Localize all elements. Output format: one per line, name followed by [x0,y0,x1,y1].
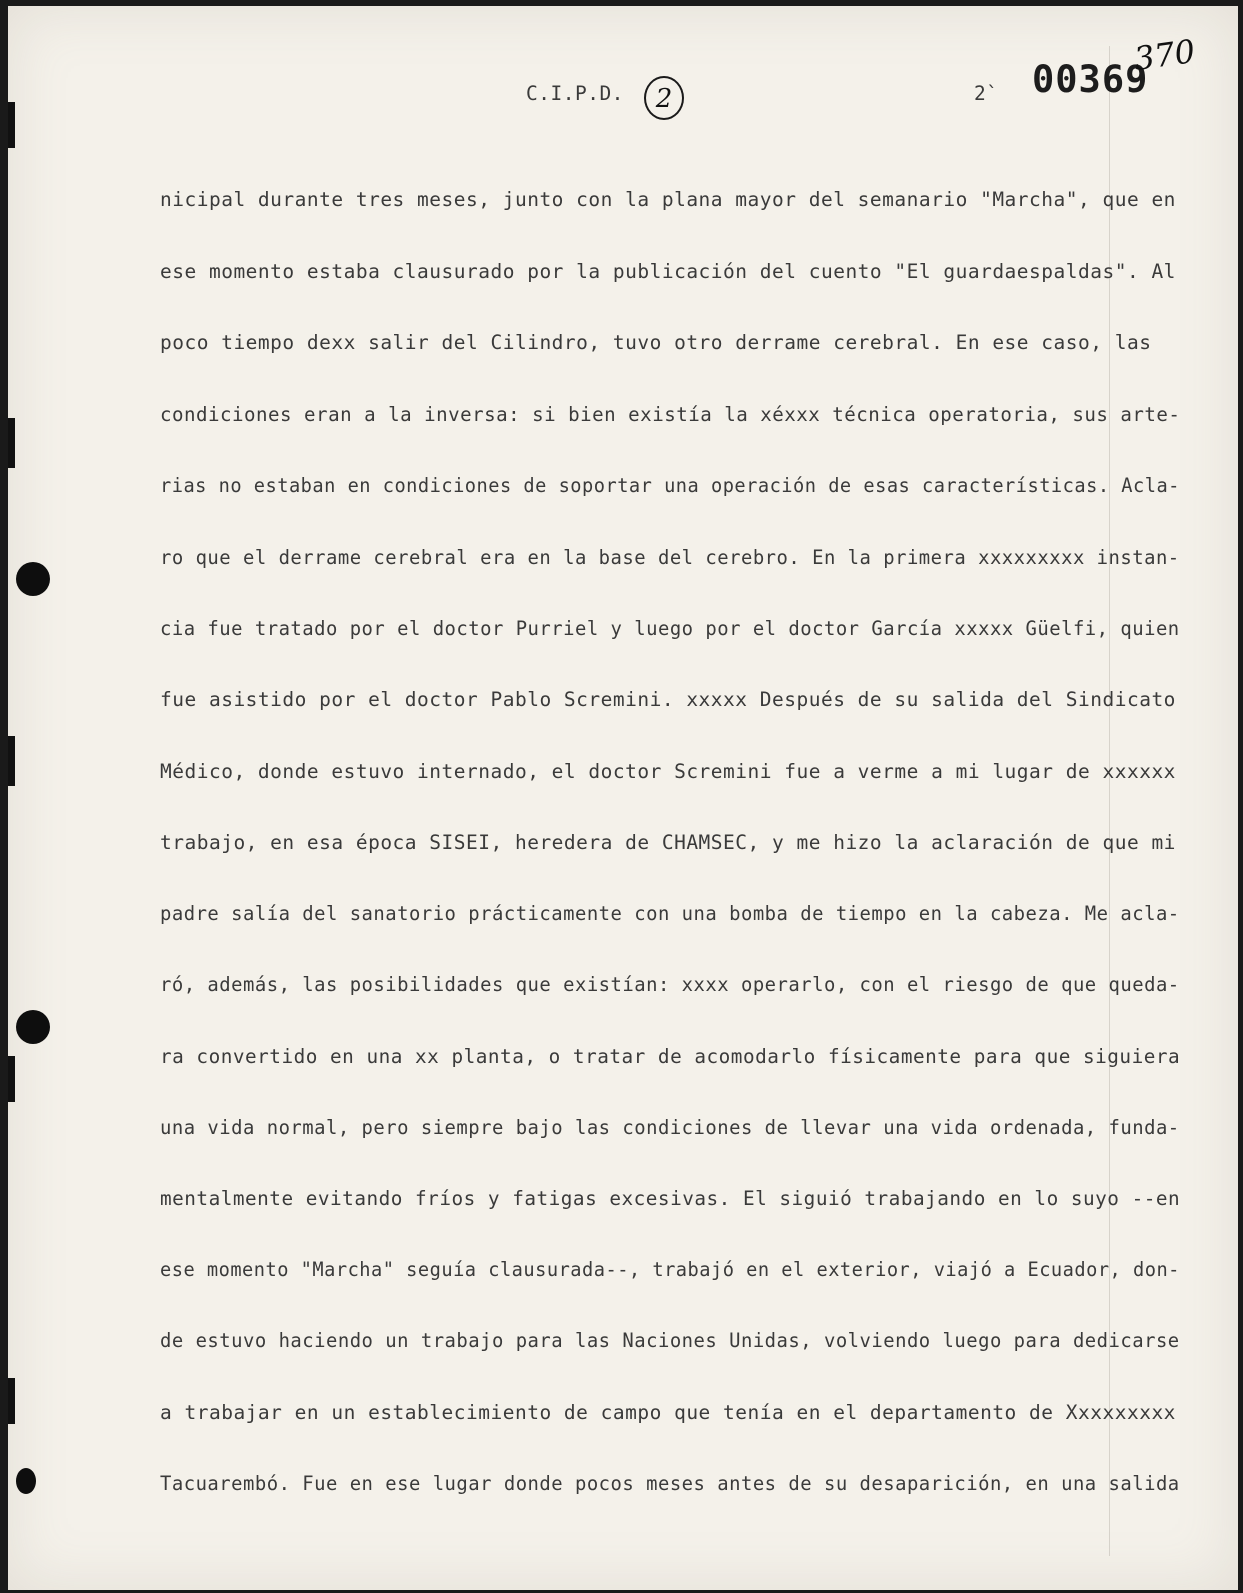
text-line: trabajo, en esa época SISEI, heredera de CHAMSEC, y me hizo la aclaración de que mi [160,831,1176,854]
text-line: nicipal durante tres meses, junto con la plana mayor del semanario "Marcha", que en [160,188,1176,211]
binding-bar [8,418,15,468]
text-line: fue asistido por el doctor Pablo Scremini. xxxxx Después de su salida del Sindicato [160,688,1176,711]
org-header: C.I.P.D. [526,82,624,105]
text-line: Médico, donde estuvo internado, el doctor Scremini fue a verme a mi lugar de xxxxxx [160,760,1176,783]
document-number: 00369 [1032,58,1149,101]
text-line: ese momento "Marcha" seguía clausurada--, trabajó en el exterior, viajó a Ecuador, don- [160,1258,1180,1281]
text-line: poco tiempo dexx salir del Cilindro, tuvo otro derrame cerebral. En ese caso, las [160,331,1152,354]
text-line: ró, además, las posibilidades que existían: xxxx operarlo, con el riesgo de que queda- [160,973,1180,996]
punch-hole [16,562,50,596]
text-line: ese momento estaba clausurado por la publicación del cuento "El guardaespaldas". Al [160,260,1176,283]
document-page [8,6,1238,1590]
text-line: ro que el derrame cerebral era en la base del cerebro. En la primera xxxxxxxxx instan- [160,546,1180,569]
text-line: a trabajar en un establecimiento de campo que tenía en el departamento de Xxxxxxxxx [160,1401,1176,1424]
binding-bar [8,1056,15,1102]
page-number: 2` [974,82,999,105]
punch-hole [16,1468,36,1494]
punch-hole [16,1010,50,1044]
text-line: condiciones eran a la inversa: si bien existía la xéxxx técnica operatoria, sus arte- [160,403,1181,426]
circled-number: 2 [644,76,684,120]
text-line: cia fue tratado por el doctor Purriel y luego por el doctor García xxxxx Güelfi, quien [160,617,1180,640]
binding-bar [8,736,15,786]
text-line: mentalmente evitando fríos y fatigas excesivas. El siguió trabajando en lo suyo --en [160,1187,1181,1210]
text-line: padre salía del sanatorio prácticamente con una bomba de tiempo en la cabeza. Me acla- [160,902,1180,925]
handwritten-number: 370 [1131,31,1198,79]
text-line: rias no estaban en condiciones de soportar una operación de esas características. Acla- [160,474,1180,497]
text-line: de estuvo haciendo un trabajo para las Naciones Unidas, volviendo luego para dedicarse [160,1329,1180,1352]
text-line: Tacuarembó. Fue en ese lugar donde pocos meses antes de su desaparición, en una salida [160,1472,1180,1495]
text-line: ra convertido en una xx planta, o tratar de acomodarlo físicamente para que siguiera [160,1045,1181,1068]
binding-bar [8,102,15,148]
binding-bar [8,1378,15,1424]
text-line: una vida normal, pero siempre bajo las condiciones de llevar una vida ordenada, funda- [160,1116,1180,1139]
